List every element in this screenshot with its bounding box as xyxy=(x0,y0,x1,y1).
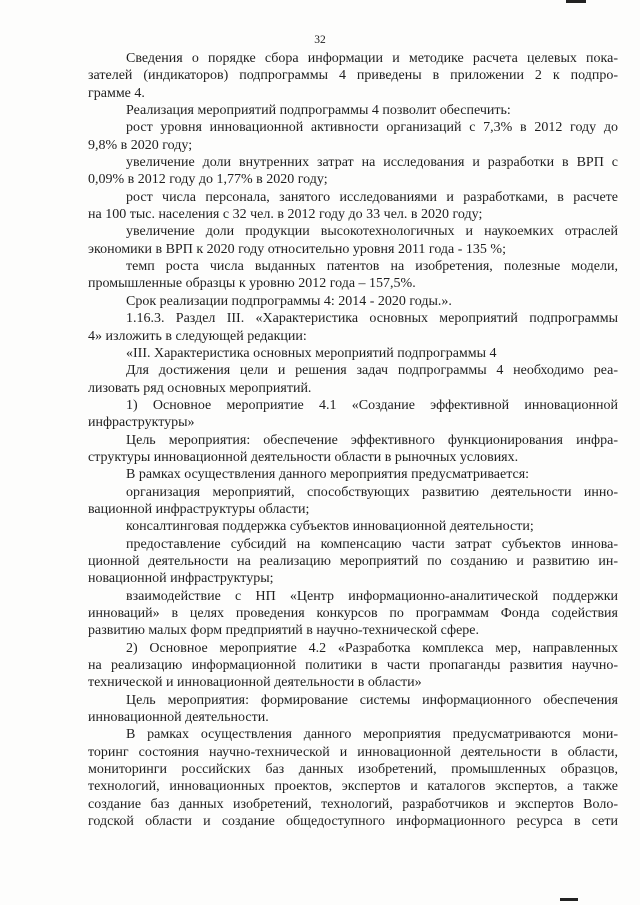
text-line: годской области и создание общедоступного информационного ресурса в сети xyxy=(88,814,618,830)
text-line: Цель мероприятия: формирование системы информационного обеспечения xyxy=(126,692,618,708)
text-line: экономики в ВРП к 2020 году относительно уровня 2011 года - 135 %; xyxy=(88,241,506,257)
scan-mark-top-right xyxy=(566,0,586,3)
text-line: 0,09% в 2012 году до 1,77% в 2020 году; xyxy=(88,172,328,188)
text-line: 9,8% в 2020 году; xyxy=(88,137,193,153)
text-line: 1) Основное мероприятие 4.1 «Создание эффективной инновационной xyxy=(126,397,618,413)
text-line: зателей (индикаторов) подпрограммы 4 приведены в приложении 2 к подпро- xyxy=(88,68,618,84)
text-line: технической и инновационной деятельности в области» xyxy=(88,675,422,691)
text-line: торинг состояния научно-технической и инновационной деятельности в области, xyxy=(88,744,618,760)
text-line: «III. Характеристика основных мероприятий подпрограммы 4 xyxy=(126,345,497,361)
text-line: новационной инфраструктуры; xyxy=(88,571,274,587)
text-line: увеличение доли продукции высокотехнологичных и наукоемких отраслей xyxy=(126,224,618,240)
text-line: темп роста числа выданных патентов на изобретения, полезные модели, xyxy=(126,259,618,275)
text-line: В рамках осуществления данного мероприятия предусматриваются мони- xyxy=(126,727,618,743)
text-line: инноваций» в целях проведения конкурсов по программам Фонда содействия xyxy=(88,606,618,621)
text-line: Цель мероприятия: обеспечение эффективного функционирования инфра- xyxy=(126,432,618,448)
text-line: рост числа персонала, занятого исследованиями и разработками, в расчете xyxy=(126,189,618,205)
text-line: консалтинговая поддержка субъектов инновационной деятельности; xyxy=(126,519,534,535)
body-text xyxy=(88,50,618,830)
text-line: развитию малых форм предприятий в научно-технической сфере. xyxy=(88,623,480,639)
text-line: инновационной деятельности. xyxy=(88,710,269,726)
scan-mark-bottom-right xyxy=(560,898,578,901)
text-line: создание баз данных изобретений, технологий, разработчиков и экспертов Воло- xyxy=(88,796,618,812)
text-line: на 100 тыс. населения с 32 чел. в 2012 году до 33 чел. в 2020 году; xyxy=(88,207,483,223)
text-line: Для достижения цели и решения задач подпрограммы 4 необходимо реа- xyxy=(126,363,618,379)
text-line: рост уровня инновационной активности организаций с 7,3% в 2012 году до xyxy=(126,120,618,136)
text-line: на реализацию информационной политики в части пропаганды развития научно- xyxy=(88,658,618,674)
text-line: организация мероприятий, способствующих развитию деятельности инно- xyxy=(126,484,618,500)
text-line: лизовать ряд основных мероприятий. xyxy=(88,380,312,396)
page-number: 32 xyxy=(314,34,326,46)
text-line: увеличение доли внутренних затрат на исследования и разработки в ВРП с xyxy=(126,155,618,171)
text-line: Реализация мероприятий подпрограммы 4 позволит обеспечить: xyxy=(126,103,511,119)
text-line: Сведения о порядке сбора информации и методике расчета целевых пока- xyxy=(126,51,618,66)
text-line: мониторинги российских баз данных изобретений, промышленных образцов, xyxy=(88,762,618,778)
text-line: предоставление субсидий на компенсацию части затрат субъектов иннова- xyxy=(126,536,618,552)
text-line: В рамках осуществления данного мероприятия предусматривается: xyxy=(126,467,530,483)
text-line: грамме 4. xyxy=(88,85,145,101)
text-line: 2) Основное мероприятие 4.2 «Разработка комплекса мер, направленных xyxy=(126,640,618,656)
text-line: вационной инфраструктуры области; xyxy=(88,501,310,517)
text-line: Срок реализации подпрограммы 4: 2014 - 2020 годы.». xyxy=(126,293,452,309)
text-line: 4» изложить в следующей редакции: xyxy=(88,328,307,344)
text-line: промышленные образцы к уровню 2012 года – 157,5%. xyxy=(88,276,416,292)
text-line: технологий, инновационных проектов, экспертов и каталогов экспертов, а также xyxy=(88,779,618,795)
text-line: взаимодействие с НП «Центр информационно-аналитической поддержки xyxy=(126,588,618,604)
text-line: ционной деятельности на реализацию мероприятий по созданию и развитию ин- xyxy=(88,553,618,569)
text-line: инфраструктуры» xyxy=(88,415,195,431)
text-line: 1.16.3. Раздел III. «Характеристика основных мероприятий подпрограммы xyxy=(126,311,618,327)
text-line: структуры инновационной деятельности области в рыночных условиях. xyxy=(88,449,519,465)
